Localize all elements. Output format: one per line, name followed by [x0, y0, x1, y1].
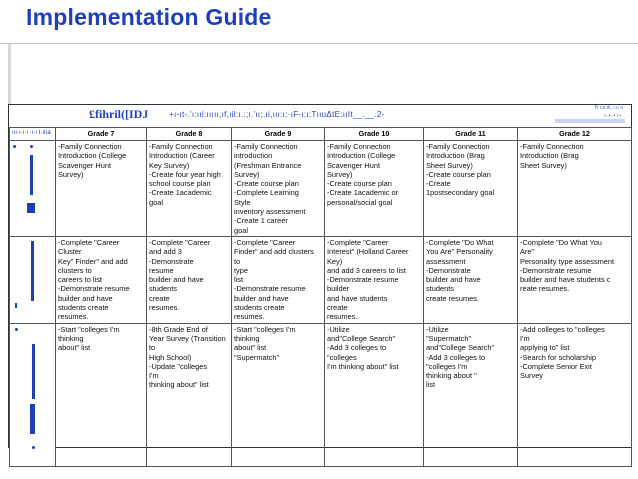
cell-text: -Family Connection Introduction (College Scavenger Hunt Survey) -Create course plan -Create 1academic or personal/social goal [327, 142, 399, 207]
row-label-mark [32, 344, 35, 399]
row-label-cell [10, 141, 56, 237]
cell-text: -Family Connection introduction (Freshman Entrance Survey) -Create course plan -Complete Learning Style inventory assessment -Create 1 career goal [234, 142, 306, 235]
cell-g10-r2 [325, 236, 424, 323]
cell-g8-r3 [147, 323, 232, 466]
cell-text: -Complete "Career Finder" and add clusters to type list -Demonstrate resume builder and have students create resumes. [234, 237, 314, 322]
cell-g7-r2 [56, 236, 147, 323]
bullet-icon [32, 446, 35, 449]
cell-text: -Start "colleges I'm thinking about" list [58, 324, 120, 353]
grade-header-8: Grade 8 [147, 128, 232, 141]
corner-cell: ııı·ı·ı·ı ·ı·ı t·ıtıa [10, 128, 56, 141]
grade-header-11: Grade 11 [424, 128, 518, 141]
cell-text: -Complete "Career Cluster Key" Finder" and add clusters to careers to list -Demonstrate resume builder and have students create resumes. [58, 237, 130, 322]
cell-text: -Family Connection Introduction (Career Key Survey) -Create four year high school course plan -Create 1academic goal [149, 142, 221, 207]
table-row [10, 141, 632, 237]
cell-g9-r3 [232, 323, 325, 466]
cell-g11-r1 [424, 141, 518, 237]
banner-right-bar [555, 119, 625, 123]
left-accent-bar [8, 44, 11, 104]
cell-g10-r3 [325, 323, 424, 466]
cell-text: -Complete "Career and add 3 -Demonstrate resume builder and have students create resumes. [149, 237, 211, 313]
cell-text: -Family Connection Introduction (Brag Sheet Survey) -Create course plan -Create 1postsecondary goal [426, 142, 495, 198]
cell-g12-r3 [518, 323, 632, 466]
bullet-icon [30, 145, 33, 148]
grade-number: 11 [476, 129, 486, 138]
table-row [10, 236, 632, 323]
cell-g8-r1 [147, 141, 232, 237]
cell-text: -8th Grade End of Year Survey (Transition to High School) -Update "colleges I'm thinking about" list [149, 324, 226, 390]
cell-g10-r1 [325, 141, 424, 237]
row-label-glyph [27, 203, 35, 213]
cell-g11-r2 [424, 236, 518, 323]
header-row [10, 128, 632, 141]
cell-text: -Family Connection Introduction (College Scavenger Hunt Survey) [58, 142, 127, 179]
bullet-icon [13, 145, 16, 148]
row-label-cell [10, 236, 56, 323]
row-label-cell [10, 323, 56, 466]
banner-right-block [555, 105, 625, 127]
grade-number: 8 [196, 129, 203, 138]
cell-g12-r2 [518, 236, 632, 323]
page-title: Implementation Guide [26, 4, 272, 30]
row-label-glyph [30, 404, 35, 434]
cell-text: -Start "colleges I'm thinking about" list "Supermatch" [234, 324, 296, 362]
cell-g9-r2 [232, 236, 325, 323]
bullet-icon [15, 328, 18, 331]
cell-text: -Add colleges to "colleges I'm applying to" list -Search for scholarship -Complete Senior Exit Survey [520, 324, 605, 381]
cell-g9-r1 [232, 141, 325, 237]
implementation-table [9, 127, 632, 467]
banner-title: £fihril([IDJ [89, 107, 149, 121]
banner-subtitle: +ı-ıt-.'ı:ııi:ııııı,ıf,ıil:ı.:;ı.'ıı;.ıi,ııı:ı:·ıF-ı:ı:TııuΔtE:ııIt__.__.2- [169, 110, 385, 119]
banner-right-line1: f'r ıııı:ıli, ı:ıı ıı [594, 105, 623, 111]
grade-number: 7 [108, 129, 115, 138]
cell-g7-r3 [56, 323, 147, 466]
cell-g12-r1 [518, 141, 632, 237]
cell-g11-r3 [424, 323, 518, 466]
cell-g8-r2 [147, 236, 232, 323]
row-label-mark [30, 155, 33, 195]
grade-header-7: Grade 7 [56, 128, 147, 141]
grade-number: 12 [579, 129, 590, 138]
cell-text: -Complete "Career Interest" (Holland Career Key) and add 3 careers to list -Demonstrate resume builder and have students create resumes. [327, 237, 409, 322]
cell-text: -Family Connection Introduction (Brag Sheet Survey) [520, 142, 584, 170]
grade-number: 10 [379, 129, 390, 138]
cell-text: -Complete "Do What You Are" Personality assessment -Demonstrate builder and have students create resumes. [426, 237, 494, 303]
row-label-mark [31, 241, 34, 301]
title-divider [0, 43, 638, 44]
grade-header-10: Grade 10 [325, 128, 424, 141]
cell-text: -Utilize and"College Search" -Add 3 colleges to "colleges I'm thinking about" list [327, 324, 399, 371]
cell-g7-r1 [56, 141, 147, 237]
row-label-tick [15, 303, 17, 308]
cell-text: -Complete "Do What You Are" Personality type assessment -Demonstrate resume builder and have students c reate resumes. [520, 237, 615, 294]
table-banner [9, 105, 631, 127]
grade-header-9: Grade 9 [232, 128, 325, 141]
grade-header-12: Grade 12 [518, 128, 632, 141]
cell-text: -Utilize "Supermatch" and"College Search" -Add 3 colleges to "colleges I'm thinking about " list [426, 324, 495, 390]
banner-right-line2: •.,•. • ı • [604, 113, 621, 119]
grade-number: 9 [285, 129, 292, 138]
table-row [10, 323, 632, 466]
